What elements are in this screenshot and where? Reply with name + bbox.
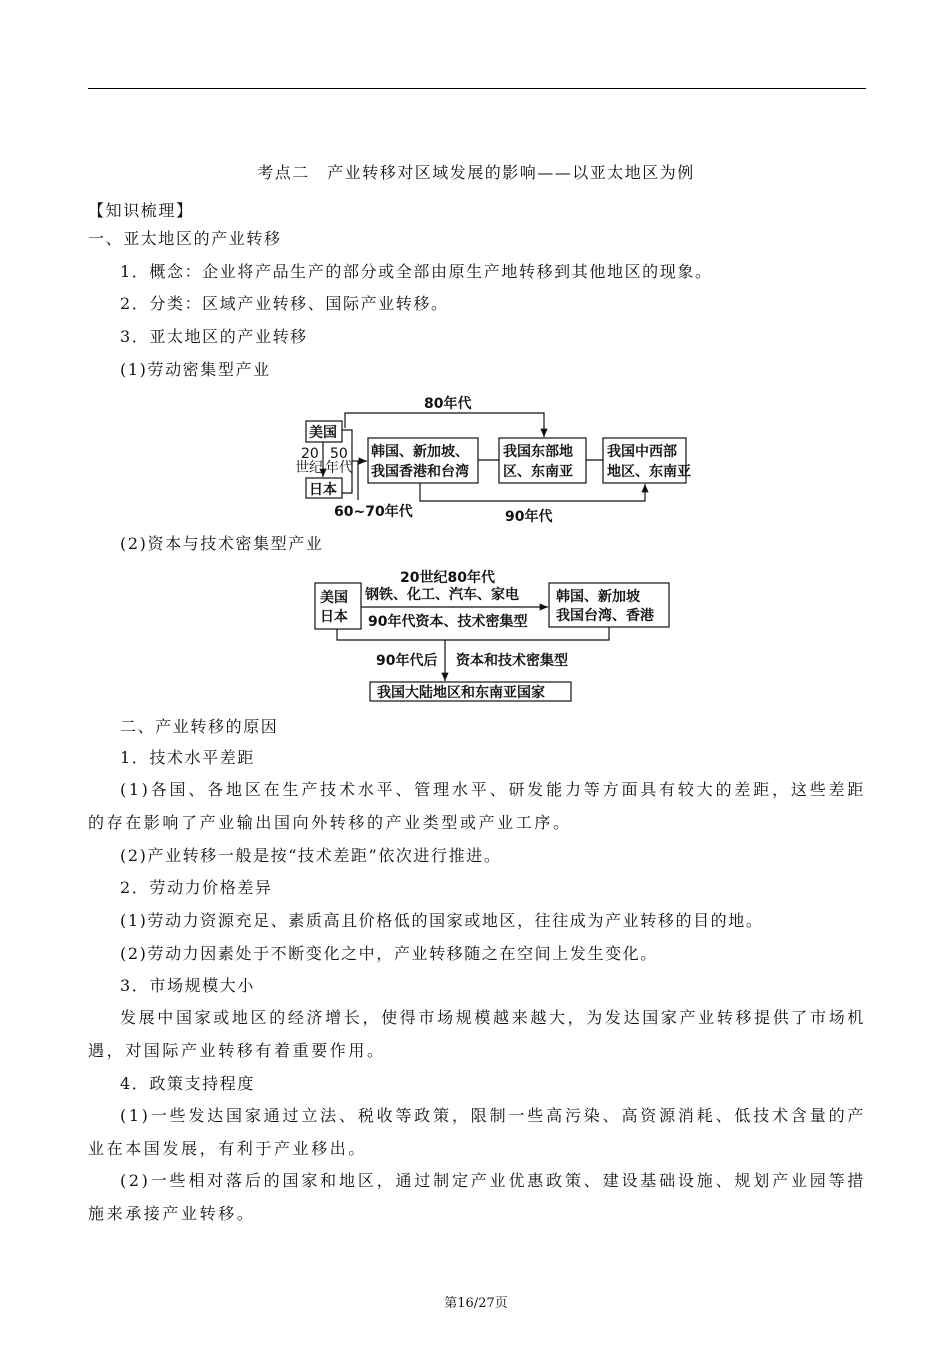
page-number: 第16/27页 xyxy=(444,1296,508,1311)
d2-label-90s: 90年代资本、技术密集型 xyxy=(368,614,528,630)
page-title: 考点二 产业转移对区域发展的影响——以亚太地区为例 xyxy=(257,163,695,182)
line-labor-intensive: (1)劳动密集型产业 xyxy=(120,360,271,379)
para-policy-2: (2)一些相对落后的国家和地区，通过制定产业优惠政策、建设基础设施、规划产业园等措施来承接产业转移。 xyxy=(88,1171,866,1223)
d2-label-80s: 20世纪80年代 xyxy=(400,570,495,586)
d1-20: 20 xyxy=(301,446,319,462)
d2-label-type: 资本和技术密集型 xyxy=(456,653,568,669)
d1-label-60-70s: 60~70年代 xyxy=(334,504,413,520)
sub-market: 3．市场规模大小 xyxy=(120,976,255,995)
heading-1: 一、亚太地区的产业转移 xyxy=(88,229,282,248)
line-capital-tech: (2)资本与技术密集型产业 xyxy=(120,534,324,553)
d1-box3-line2: 地区、东南亚 xyxy=(607,464,691,480)
para-labor-1: (1)劳动力资源充足、素质高且价格低的国家或地区，往往成为产业转移的目的地。 xyxy=(120,911,764,930)
d1-box2-line1: 我国东部地 xyxy=(503,444,573,460)
sub-labor: 2．劳动力价格差异 xyxy=(120,878,273,897)
d1-era: 年代 xyxy=(325,460,353,476)
line-classification: 2．分类：区域产业转移、国际产业转移。 xyxy=(120,294,449,313)
d2-label-industries: 钢铁、化工、汽车、家电 xyxy=(365,587,519,603)
sub-tech-gap: 1．技术水平差距 xyxy=(120,748,255,767)
d1-box1-line1: 韩国、新加坡、 xyxy=(371,444,469,460)
d2-dest-line2: 我国台湾、香港 xyxy=(556,608,654,624)
line-concept: 1．概念：企业将产品生产的部分或全部由原生产地转移到其他地区的现象。 xyxy=(120,262,713,281)
section-tag: 【知识梳理】 xyxy=(88,201,194,220)
d1-box1-line2: 我国香港和台湾 xyxy=(371,464,469,480)
para-labor-2: (2)劳动力因素处于不断变化之中，产业转移随之在空间上发生变化。 xyxy=(120,944,658,963)
line-asia-pacific: 3．亚太地区的产业转移 xyxy=(120,327,308,346)
d1-century: 世纪 xyxy=(295,460,323,476)
para-tech-1: (1)各国、各地区在生产技术水平、管理水平、研发能力等方面具有较大的差距，这些差距的存在影响了产业输出国向外转移的产业类型或产业工序。 xyxy=(88,780,866,832)
d1-japan: 日本 xyxy=(309,482,337,498)
para-tech-2: (2)产业转移一般是按“技术差距”依次进行推进。 xyxy=(120,846,502,865)
d1-box3-line1: 我国中西部 xyxy=(607,444,677,460)
para-policy-1: (1)一些发达国家通过立法、税收等政策，限制一些高污染、高资源消耗、低技术含量的产业在本国发展，有利于产业移出。 xyxy=(88,1106,866,1158)
heading-2: 二、产业转移的原因 xyxy=(120,717,279,736)
para-market: 发展中国家或地区的经济增长，使得市场规模越来越大，为发达国家产业转移提供了市场机遇，对国际产业转移有着重要作用。 xyxy=(88,1008,866,1060)
d1-label-90s: 90年代 xyxy=(505,509,553,525)
d2-bottom-box-text: 我国大陆地区和东南亚国家 xyxy=(377,685,545,701)
d1-box2-line2: 区、东南亚 xyxy=(503,464,573,480)
d1-50: 50 xyxy=(330,446,348,462)
d1-usa: 美国 xyxy=(309,425,337,441)
d2-label-after-90s: 90年代后 xyxy=(376,653,438,669)
d1-label-80s: 80年代 xyxy=(424,396,472,412)
sub-policy: 4．政策支持程度 xyxy=(120,1074,255,1093)
d2-usa: 美国 xyxy=(320,590,348,606)
d2-dest-line1: 韩国、新加坡 xyxy=(556,589,640,605)
d2-japan: 日本 xyxy=(320,609,348,625)
